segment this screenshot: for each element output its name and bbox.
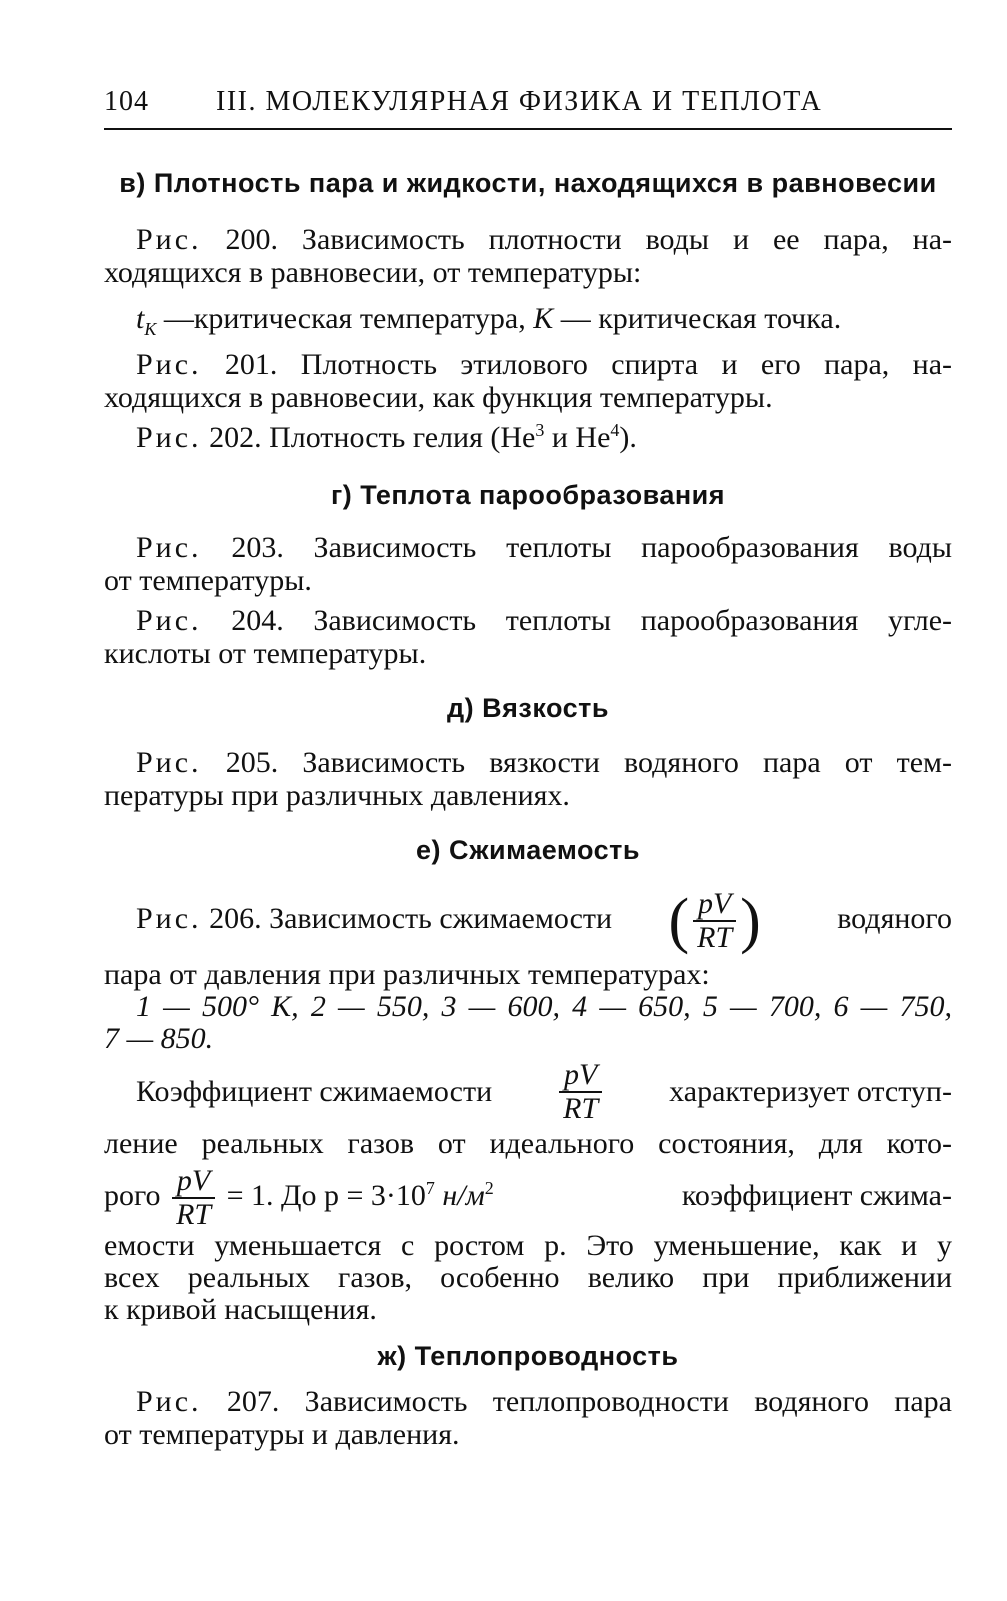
fig202-caption	[136, 421, 952, 455]
fig206-legend-line1	[136, 990, 952, 1024]
fig204-caption-line2: кислоты от температуры.	[104, 637, 427, 670]
fraction-numerator: pV	[564, 1058, 598, 1091]
fig204-caption-line1	[136, 604, 952, 638]
caption-text: 205. Зависимость вязкости водяного пара от тем-	[225, 746, 953, 779]
caption-text: 201. Плотность этилового спирта и его пара, на-	[224, 348, 952, 381]
fraction-numerator: pV	[176, 1164, 211, 1198]
para-text: Коэффициент сжимаемости	[136, 1075, 493, 1108]
caption-text: ).	[619, 421, 637, 454]
tk-symbol: t	[136, 302, 145, 335]
caption-text: 202. Плотность гелия (He	[209, 421, 536, 454]
fraction-pv-rt	[172, 1165, 215, 1231]
caption-text: водяного	[837, 902, 952, 935]
para-line3-left	[104, 1160, 494, 1232]
fraction-numerator: pV	[697, 887, 732, 921]
legend-values: 7 — 850.	[104, 1022, 214, 1055]
superscript: 4	[610, 420, 620, 440]
right-paren: )	[740, 887, 761, 956]
section-heading-zh: ж) Теплопроводность	[377, 1341, 679, 1371]
tk-subscript: K	[144, 319, 157, 339]
caption-text: 207. Зависимость теплопроводности водяного пара	[226, 1385, 952, 1418]
compressibility-expression	[668, 884, 760, 954]
superscript: 3	[535, 420, 545, 440]
fig200-caption-line2: ходящихся в равновесии, от температуры:	[104, 256, 642, 289]
para-text: коэффициент сжима-	[681, 1179, 952, 1212]
fig207-caption-line2: от температуры и давления.	[104, 1418, 460, 1451]
fig205-caption-line1	[136, 746, 952, 780]
header-rule	[104, 128, 952, 130]
fraction-denominator: RT	[693, 920, 736, 954]
caption-text: и He	[544, 421, 611, 454]
para-line4: емости уменьшается с ростом p. Это уменьшение, как и у	[104, 1229, 952, 1262]
fig-label: Рис.	[136, 604, 202, 637]
caption-text: 203. Зависимость теплоты парообразования воды	[231, 531, 953, 564]
fig200-caption-line1	[136, 223, 952, 257]
para-line2: ление реальных газов от идеального состояния, для кото-	[104, 1127, 952, 1160]
fig201-caption-line1	[136, 348, 952, 382]
para-text: рого	[104, 1179, 161, 1212]
fig200-legend	[136, 302, 952, 339]
caption-text: 200. Зависимость плотности воды и ее пара, на-	[225, 223, 953, 256]
fig206-left	[136, 884, 612, 954]
fig-label: Рис.	[136, 902, 202, 935]
para-text: характеризует отступ-	[669, 1075, 952, 1108]
fig-label: Рис.	[136, 531, 202, 564]
fraction-denominator: RT	[172, 1197, 215, 1231]
fig-label: Рис.	[136, 746, 202, 779]
para-line6: к кривой насыщения.	[104, 1293, 377, 1326]
fraction-pv-rt	[559, 1059, 602, 1125]
caption-text: 204. Зависимость теплоты парообразования угле-	[231, 604, 952, 637]
legend-values: 1 — 500° K, 2 — 550, 3 — 600, 4 — 650, 5 — 700, 6 — 750,	[136, 990, 952, 1023]
page-number: 104	[104, 86, 149, 117]
fig-label: Рис.	[136, 223, 202, 256]
fig206-legend-line2	[104, 1022, 952, 1056]
para-line1	[136, 1056, 952, 1128]
unit: н/м	[434, 1179, 485, 1212]
para-line3	[104, 1160, 952, 1232]
fig-label: Рис.	[136, 1385, 202, 1418]
para-formula: = 1. До p = 3·10	[226, 1179, 426, 1212]
fig201-caption-line2: ходящихся в равновесии, как функция температуры.	[104, 381, 773, 414]
k-symbol: K	[533, 302, 554, 335]
left-paren: (	[668, 887, 690, 956]
legend-text-end: — критическая точка.	[553, 302, 842, 335]
section-heading-g: г) Теплота парообразования	[330, 480, 726, 510]
fig-label: Рис.	[136, 348, 202, 381]
fig205-caption-line2: пературы при различных давлениях.	[104, 779, 570, 812]
fraction-denominator: RT	[559, 1091, 602, 1125]
para-line5: всех реальных газов, особенно велико при приближении	[104, 1261, 952, 1294]
section-heading-d: д) Вязкость	[447, 693, 609, 723]
fig206-caption-line1	[136, 884, 952, 954]
fig207-caption-line1	[136, 1385, 952, 1419]
legend-text: —критическая температура,	[156, 302, 534, 335]
section-heading-e: е) Сжимаемость	[416, 835, 640, 865]
fig206-caption-line2: пара от давления при различных температурах:	[104, 958, 710, 991]
fig203-caption-line2: от температуры.	[104, 564, 312, 597]
section-heading-v: в) Плотность пара и жидкости, находящихся в равновесии	[119, 168, 937, 198]
fig203-caption-line1	[136, 531, 952, 565]
caption-text: 206. Зависимость сжимаемости	[209, 902, 613, 935]
fraction-pv-rt	[693, 888, 736, 954]
superscript: 2	[484, 1178, 494, 1198]
fig-label: Рис.	[136, 421, 202, 454]
running-head: III. МОЛЕКУЛЯРНАЯ ФИЗИКА И ТЕПЛОТА	[216, 86, 823, 117]
superscript: 7	[425, 1178, 435, 1198]
